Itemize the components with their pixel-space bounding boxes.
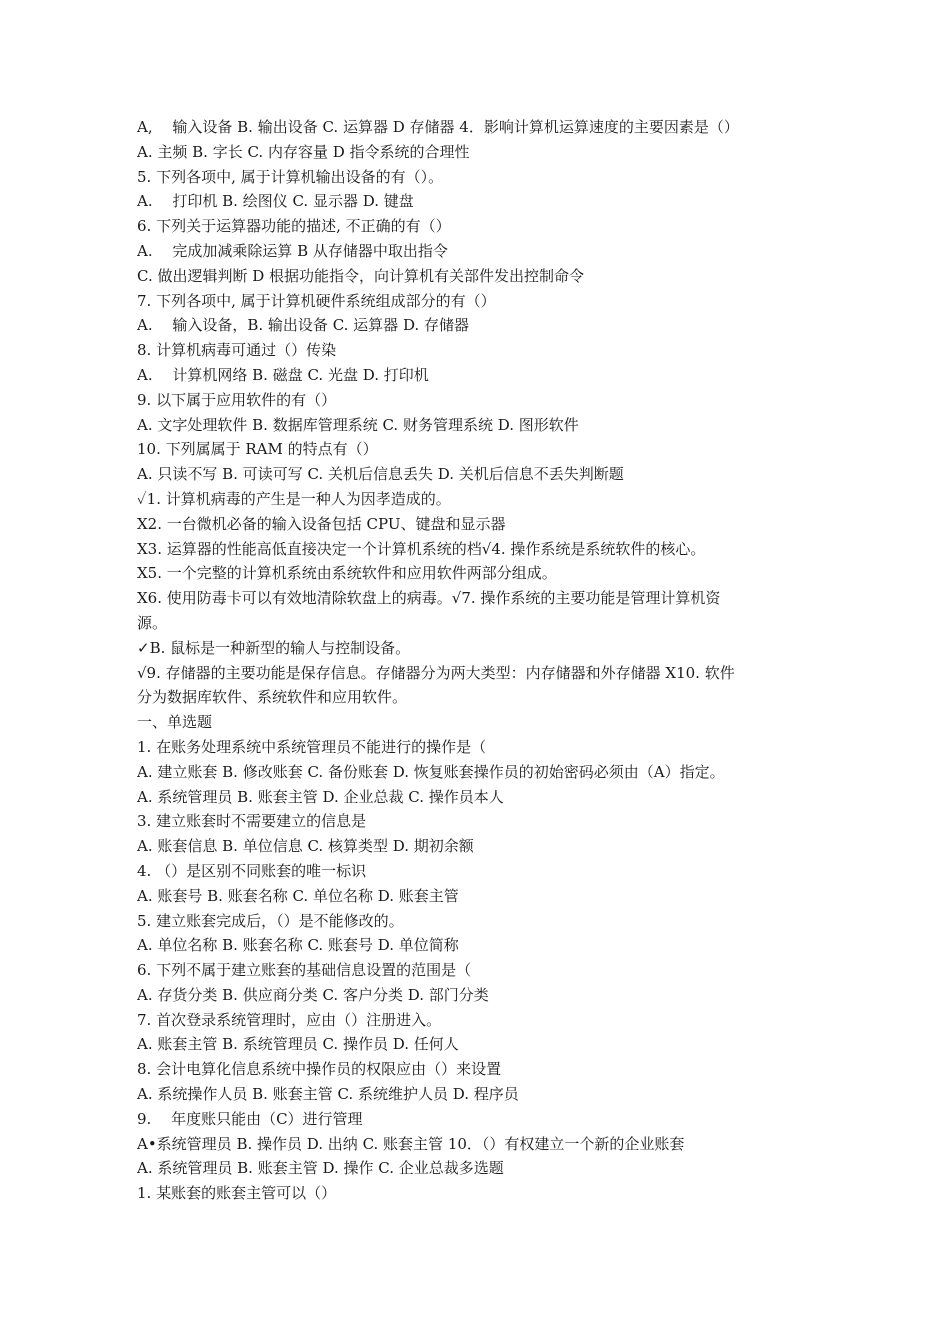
text-line: A. 存货分类 B. 供应商分类 C. 客户分类 D. 部门分类: [137, 985, 489, 1004]
text-line: 源。: [137, 613, 168, 632]
text-line: X6. 使用防毒卡可以有效地清除软盘上的病毒。√7. 操作系统的主要功能是管理计算机资: [137, 589, 721, 608]
text-line: X5. 一个完整的计算机系统由系统软件和应用软件两部分组成。: [137, 564, 557, 583]
text-line: 4. （）是区别不同账套的唯一标识: [137, 861, 367, 880]
text-line: X3. 运算器的性能高低直接决定一个计算机系统的档√4. 操作系统是系统软件的核心。: [137, 539, 706, 558]
text-line: 3. 建立账套时不需要建立的信息是: [137, 812, 367, 831]
text-line: 9. 年度账只能由（C）进行管理: [137, 1109, 363, 1128]
text-line: ✓1. 计算机病毒的产生是一种人为因孝造成的。: [137, 489, 451, 508]
document-body: [137, 115, 817, 1206]
text-line: 1. 在账务处理系统中系统管理员不能进行的操作是（: [137, 737, 487, 756]
text-line: A. 系统管理员 B. 账套主管 D. 企业总裁 C. 操作员本人: [137, 787, 504, 806]
text-line: A, 输入设备 B. 输出设备 C. 运算器 D 存储器 4．影响计算机运算速度的主要因素是（）: [137, 118, 739, 136]
text-line: A. 输入设备，B. 输出设备 C. 运算器 D. 存储器: [137, 316, 469, 335]
text-line: 7. 首次登录系统管理时，应由（）注册进入。: [137, 1010, 442, 1029]
text-line: A. 账套主管 B. 系统管理员 C. 操作员 D. 任何人: [137, 1035, 459, 1054]
text-line: 1. 某账套的账套主管可以（）: [137, 1184, 337, 1203]
text-line: X2. 一台微机必备的输入设备包括 CPU、键盘和显示器: [137, 514, 506, 533]
text-line: 6. 下列关于运算器功能的描述, 不正确的有（）: [137, 217, 451, 236]
text-line: A. 打印机 B. 绘图仪 C. 显示器 D. 键盘: [137, 192, 414, 211]
text-line: 6. 下列不属于建立账套的基础信息设置的范围是（: [137, 961, 472, 980]
text-line: 8. 计算机病毒可通过（）传染: [137, 341, 337, 360]
text-line: 5. 下列各项中, 属于计算机输出设备的有（）。: [137, 167, 444, 186]
text-line: 8. 会计电算化信息系统中操作员的权限应由（）来设置: [137, 1060, 502, 1079]
text-line: 7. 下列各项中, 属于计算机硬件系统组成部分的有（）: [137, 291, 496, 310]
text-line: ✓B. 鼠标是一种新型的输人与控制设备。: [137, 638, 411, 657]
text-line: 5. 建立账套完成后，（）是不能修改的。: [137, 911, 404, 930]
text-line: A. 建立账套 B. 修改账套 C. 备份账套 D. 恢复账套操作员的初始密码必须由（A）指定。: [137, 762, 725, 781]
text-line: C. 做出逻辑判断 D 根据功能指令，向计算机有关部件发出控制命令: [137, 266, 585, 285]
text-line: A. 文字处理软件 B. 数据库管理系统 C. 财务管理系统 D. 图形软件: [137, 415, 579, 434]
text-line: 分为数据库软件、系统软件和应用软件。: [137, 688, 408, 707]
text-line: A. 系统管理员 B. 账套主管 D. 操作 C. 企业总裁多选题: [137, 1159, 504, 1178]
text-line: A. 系统操作人员 B. 账套主管 C. 系统维护人员 D. 程序员: [137, 1085, 519, 1104]
text-line: 一、单选题: [137, 713, 213, 732]
text-line: A. 单位名称 B. 账套名称 C. 账套号 D. 单位简称: [137, 936, 459, 955]
text-line: A. 完成加减乘除运算 B 从存储器中取出指令: [137, 241, 448, 260]
text-line: 9. 以下属于应用软件的有（）: [137, 390, 337, 409]
text-line: A•系统管理员 B. 操作员 D. 出纳 C. 账套主管 10．（）有权建立一个新的企业账套: [137, 1134, 685, 1153]
text-line: 10. 下列属属于 RAM 的特点有（）: [137, 440, 378, 459]
text-line: A. 只读不写 B. 可读可写 C. 关机后信息丢失 D. 关机后信息不丢失判断题: [137, 465, 624, 484]
text-line: A. 账套号 B. 账套名称 C. 单位名称 D. 账套主管: [137, 886, 459, 905]
text-line: A. 账套信息 B. 单位信息 C. 核算类型 D. 期初余额: [137, 837, 474, 856]
text-line: A. 计算机网络 B. 磁盘 C. 光盘 D. 打印机: [137, 365, 429, 384]
text-line: A. 主频 B. 字长 C. 内存容量 D 指令系统的合理性: [137, 142, 470, 161]
text-line: √9. 存储器的主要功能是保存信息。存储器分为两大类型：内存储器和外存储器 X10. 软件: [137, 663, 735, 682]
